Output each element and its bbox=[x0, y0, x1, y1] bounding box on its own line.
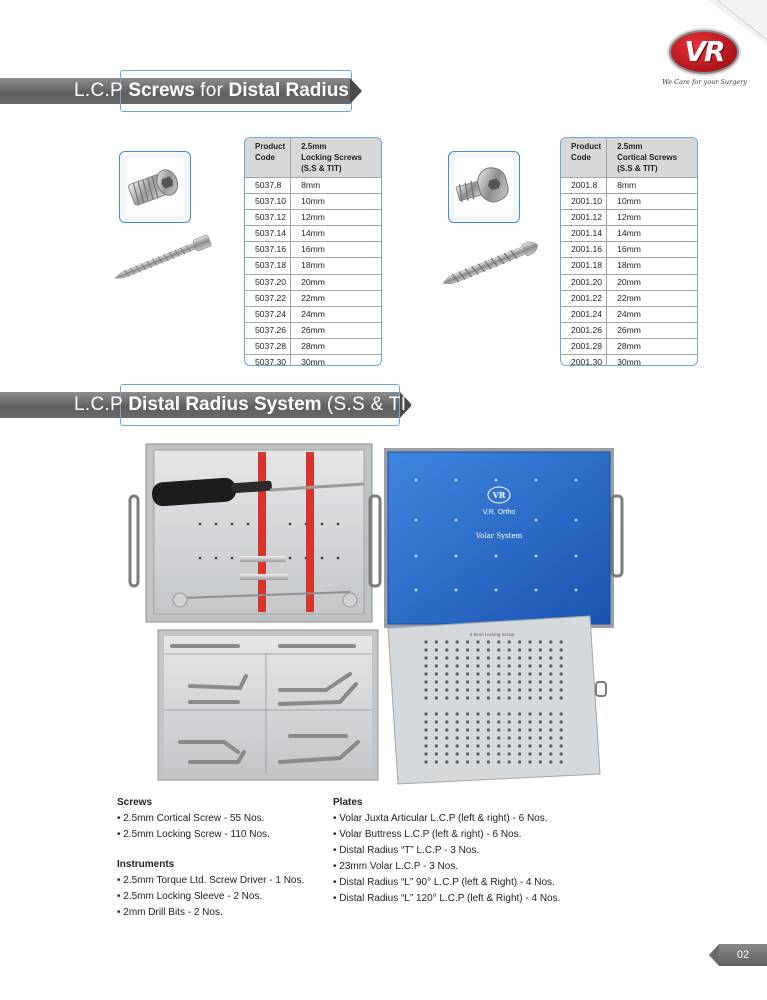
screws-list-title: Screws bbox=[117, 797, 153, 808]
table-row bbox=[245, 242, 381, 258]
screws-list bbox=[117, 811, 327, 843]
table-row bbox=[245, 322, 381, 338]
product-code-cell: 5037.20 bbox=[245, 274, 291, 290]
table-header-description: 2.5mm Locking Screws (S.S & TIT) bbox=[291, 138, 381, 178]
plates-list-title: Plates bbox=[333, 797, 363, 808]
section-banner-screws bbox=[0, 70, 370, 112]
instruments-list bbox=[117, 873, 327, 921]
lid-label-text: Volar System bbox=[475, 532, 523, 540]
table-row bbox=[561, 178, 697, 194]
cortical-screw-head-image bbox=[448, 151, 520, 223]
size-cell: 12mm bbox=[291, 210, 381, 226]
section-title-system: L.C.P Distal Radius System (S.S & TIT) bbox=[74, 394, 425, 415]
table-row bbox=[245, 194, 381, 210]
table-row bbox=[245, 306, 381, 322]
locking-screw-head-image bbox=[119, 151, 191, 223]
list-item: • Distal Radius “L” 90° L.C.P (left & Right) - 4 Nos. bbox=[333, 875, 623, 891]
logo-text: VR bbox=[684, 35, 724, 68]
table-row bbox=[561, 258, 697, 274]
table-row bbox=[561, 226, 697, 242]
right-component-lists bbox=[333, 795, 623, 907]
product-code-cell: 2001.12 bbox=[561, 210, 607, 226]
size-cell: 30mm bbox=[291, 355, 381, 366]
product-code-cell: 5037.8 bbox=[245, 178, 291, 194]
size-cell: 28mm bbox=[291, 338, 381, 354]
size-cell: 18mm bbox=[291, 258, 381, 274]
instruments-list-title: Instruments bbox=[117, 859, 175, 870]
list-item: • Distal Radius “L” 120° L.C.P (left & Right) - 4 Nos. bbox=[333, 891, 623, 907]
lid-brand-text: V.R. Ortho bbox=[482, 509, 516, 516]
table-header-product-code: Product Code bbox=[245, 138, 291, 178]
list-item: • Volar Buttress L.C.P (left & right) - 6 Nos. bbox=[333, 827, 623, 843]
locking-screw-head-icon bbox=[126, 158, 184, 216]
page-number: 02 bbox=[719, 944, 767, 966]
cortical-screw-head-icon bbox=[455, 158, 513, 216]
section-title-screws: L.C.P Screws for Distal Radius bbox=[74, 80, 349, 101]
product-code-cell: 5037.14 bbox=[245, 226, 291, 242]
left-component-lists bbox=[117, 795, 327, 921]
size-cell: 26mm bbox=[291, 322, 381, 338]
product-code-cell: 2001.8 bbox=[561, 178, 607, 194]
product-code-cell: 2001.22 bbox=[561, 290, 607, 306]
product-code-cell: 5037.16 bbox=[245, 242, 291, 258]
size-cell: 30mm bbox=[607, 355, 697, 366]
cortical-screws-table-grid bbox=[561, 138, 697, 366]
product-code-cell: 5037.26 bbox=[245, 322, 291, 338]
list-item: • 2.5mm Locking Screw - 110 Nos. bbox=[117, 827, 327, 843]
rack-label-text: 2.5mm Locking Screw bbox=[469, 632, 515, 637]
product-code-cell: 5037.12 bbox=[245, 210, 291, 226]
list-item: • 23mm Volar L.C.P - 3 Nos. bbox=[333, 859, 623, 875]
lid-logo-text: VR bbox=[492, 490, 506, 500]
size-cell: 12mm bbox=[607, 210, 697, 226]
product-code-cell: 2001.18 bbox=[561, 258, 607, 274]
table-row bbox=[245, 290, 381, 306]
size-cell: 22mm bbox=[607, 290, 697, 306]
table-row bbox=[245, 210, 381, 226]
size-cell: 10mm bbox=[607, 194, 697, 210]
product-code-cell: 2001.16 bbox=[561, 242, 607, 258]
distal-radius-system-case-image bbox=[120, 440, 630, 788]
product-code-cell: 2001.26 bbox=[561, 322, 607, 338]
list-item: • 2.5mm Cortical Screw - 55 Nos. bbox=[117, 811, 327, 827]
size-cell: 8mm bbox=[607, 178, 697, 194]
size-cell: 14mm bbox=[291, 226, 381, 242]
list-item: • 2mm Drill Bits - 2 Nos. bbox=[117, 905, 327, 921]
table-row bbox=[245, 226, 381, 242]
locking-screws-table bbox=[244, 137, 382, 366]
section-banner-system bbox=[0, 384, 425, 426]
size-cell: 24mm bbox=[291, 306, 381, 322]
locking-screws-table-grid bbox=[245, 138, 381, 366]
product-code-cell: 5037.18 bbox=[245, 258, 291, 274]
product-code-cell: 2001.14 bbox=[561, 226, 607, 242]
table-header-description: 2.5mm Cortical Screws (S.S & TIT) bbox=[607, 138, 697, 178]
page-number-notch bbox=[709, 944, 719, 966]
product-code-cell: 2001.24 bbox=[561, 306, 607, 322]
table-row bbox=[561, 194, 697, 210]
size-cell: 14mm bbox=[607, 226, 697, 242]
table-row bbox=[561, 355, 697, 366]
cortical-screw-image bbox=[441, 237, 546, 289]
table-row bbox=[245, 178, 381, 194]
table-row bbox=[561, 338, 697, 354]
list-item: • 2.5mm Locking Sleeve - 2 Nos. bbox=[117, 889, 327, 905]
table-row bbox=[561, 322, 697, 338]
product-code-cell: 5037.30 bbox=[245, 355, 291, 366]
size-cell: 26mm bbox=[607, 322, 697, 338]
table-row bbox=[561, 306, 697, 322]
product-code-cell: 5037.28 bbox=[245, 338, 291, 354]
table-row bbox=[245, 338, 381, 354]
list-item: • Volar Juxta Articular L.C.P (left & right) - 6 Nos. bbox=[333, 811, 623, 827]
cortical-screws-table bbox=[560, 137, 698, 366]
table-row bbox=[561, 290, 697, 306]
size-cell: 22mm bbox=[291, 290, 381, 306]
table-row bbox=[245, 258, 381, 274]
plates-list bbox=[333, 811, 623, 907]
table-row bbox=[561, 242, 697, 258]
product-code-cell: 2001.20 bbox=[561, 274, 607, 290]
brand-logo bbox=[655, 30, 747, 92]
size-cell: 18mm bbox=[607, 258, 697, 274]
table-row bbox=[245, 274, 381, 290]
size-cell: 20mm bbox=[291, 274, 381, 290]
product-code-cell: 2001.30 bbox=[561, 355, 607, 366]
size-cell: 20mm bbox=[607, 274, 697, 290]
size-cell: 16mm bbox=[291, 242, 381, 258]
product-code-cell: 2001.28 bbox=[561, 338, 607, 354]
table-row bbox=[561, 274, 697, 290]
size-cell: 24mm bbox=[607, 306, 697, 322]
product-code-cell: 5037.10 bbox=[245, 194, 291, 210]
product-code-cell: 2001.10 bbox=[561, 194, 607, 210]
size-cell: 10mm bbox=[291, 194, 381, 210]
size-cell: 16mm bbox=[607, 242, 697, 258]
list-item: • 2.5mm Torque Ltd. Screw Driver - 1 Nos. bbox=[117, 873, 327, 889]
size-cell: 8mm bbox=[291, 178, 381, 194]
size-cell: 28mm bbox=[607, 338, 697, 354]
list-item: • Distal Radius “T” L.C.P - 3 Nos. bbox=[333, 843, 623, 859]
table-row bbox=[245, 355, 381, 366]
product-code-cell: 5037.24 bbox=[245, 306, 291, 322]
logo-tagline: We Care for your Surgery bbox=[662, 78, 747, 86]
table-header-product-code: Product Code bbox=[561, 138, 607, 178]
product-code-cell: 5037.22 bbox=[245, 290, 291, 306]
table-row bbox=[561, 210, 697, 226]
locking-screw-image bbox=[113, 232, 218, 284]
